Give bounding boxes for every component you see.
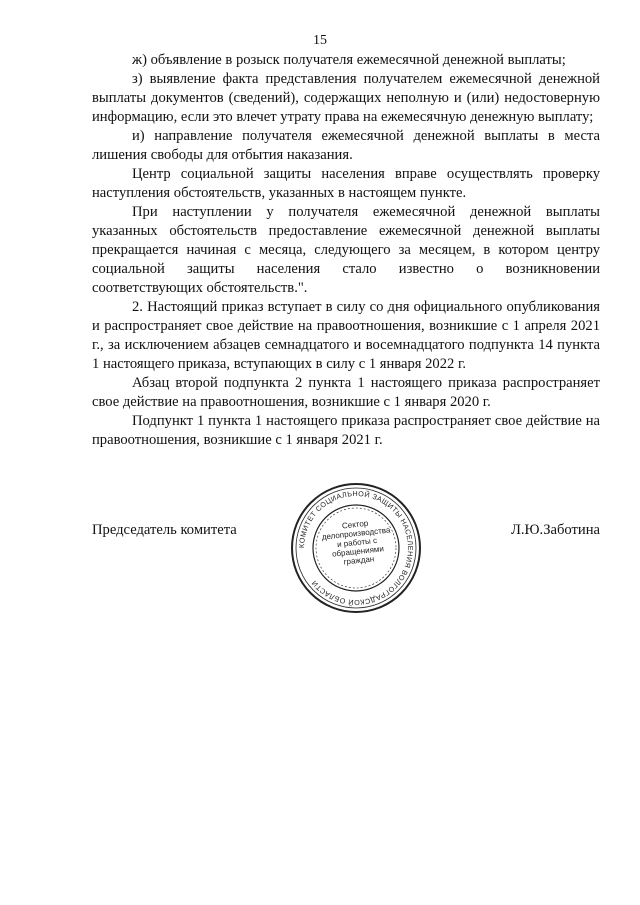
document-body [92, 51, 600, 450]
stamp-center-text: Сектор делопроизводства и работы с обращениями граждан [321, 518, 391, 567]
page-number: 15 [313, 33, 327, 48]
paragraph-item-i: и) направление получателя ежемесячной денежной выплаты в места лишения свободы для отбытия наказания. [92, 128, 600, 163]
signer-name: Л.Ю.Заботина [511, 522, 600, 538]
official-stamp [288, 480, 424, 616]
paragraph-item-z: з) выявление факта представления получателем ежемесячной денежной выплаты документов (сведений), содержащих неполную и (или) недостоверную информацию, если это влечет утрату права на ежемесячную денежную выплату; [92, 71, 600, 125]
paragraph-verification-right: Центр социальной защиты населения вправе осуществлять проверку наступления обстоятельств, указанных в настоящем пункте. [92, 166, 600, 201]
signature-block [92, 480, 600, 620]
paragraph-item-zh: ж) объявление в розыск получателя ежемесячной денежной выплаты; [132, 52, 566, 68]
paragraph-entry-into-force: 2. Настоящий приказ вступает в силу со дня официального опубликования и распространяет свое действие на правоотношения, возникшие с 1 апреля 2021 г., за исключением абзацев семнадцатого и восемнадцатого подпункта 14 пункта 1 настоящего приказа, вступающих в силу с 1 января 2022 г. [92, 299, 600, 372]
stamp-ring-text: КОМИТЕТ СОЦИАЛЬНОЙ ЗАЩИТЫ НАСЕЛЕНИЯ ВОЛГОГРАДСКОЙ ОБЛАСТИ [296, 488, 416, 608]
signer-title: Председатель комитета [92, 522, 237, 538]
paragraph-podpunkt-effect: Подпункт 1 пункта 1 настоящего приказа распространяет свое действие на правоотношения, возникшие с 1 января 2021 г. [92, 413, 600, 448]
paragraph-termination: При наступлении у получателя ежемесячной денежной выплаты указанных обстоятельств предоставление ежемесячной денежной выплаты прекращается начиная с месяца, следующего за месяцем, в котором центру социальной защиты населения стало известно о возникновении соответствующих обстоятельств.". [92, 204, 600, 296]
paragraph-abzac-effect: Абзац второй подпункта 2 пункта 1 настоящего приказа распространяет свое действие на правоотношения, возникшие с 1 января 2020 г. [92, 375, 600, 410]
